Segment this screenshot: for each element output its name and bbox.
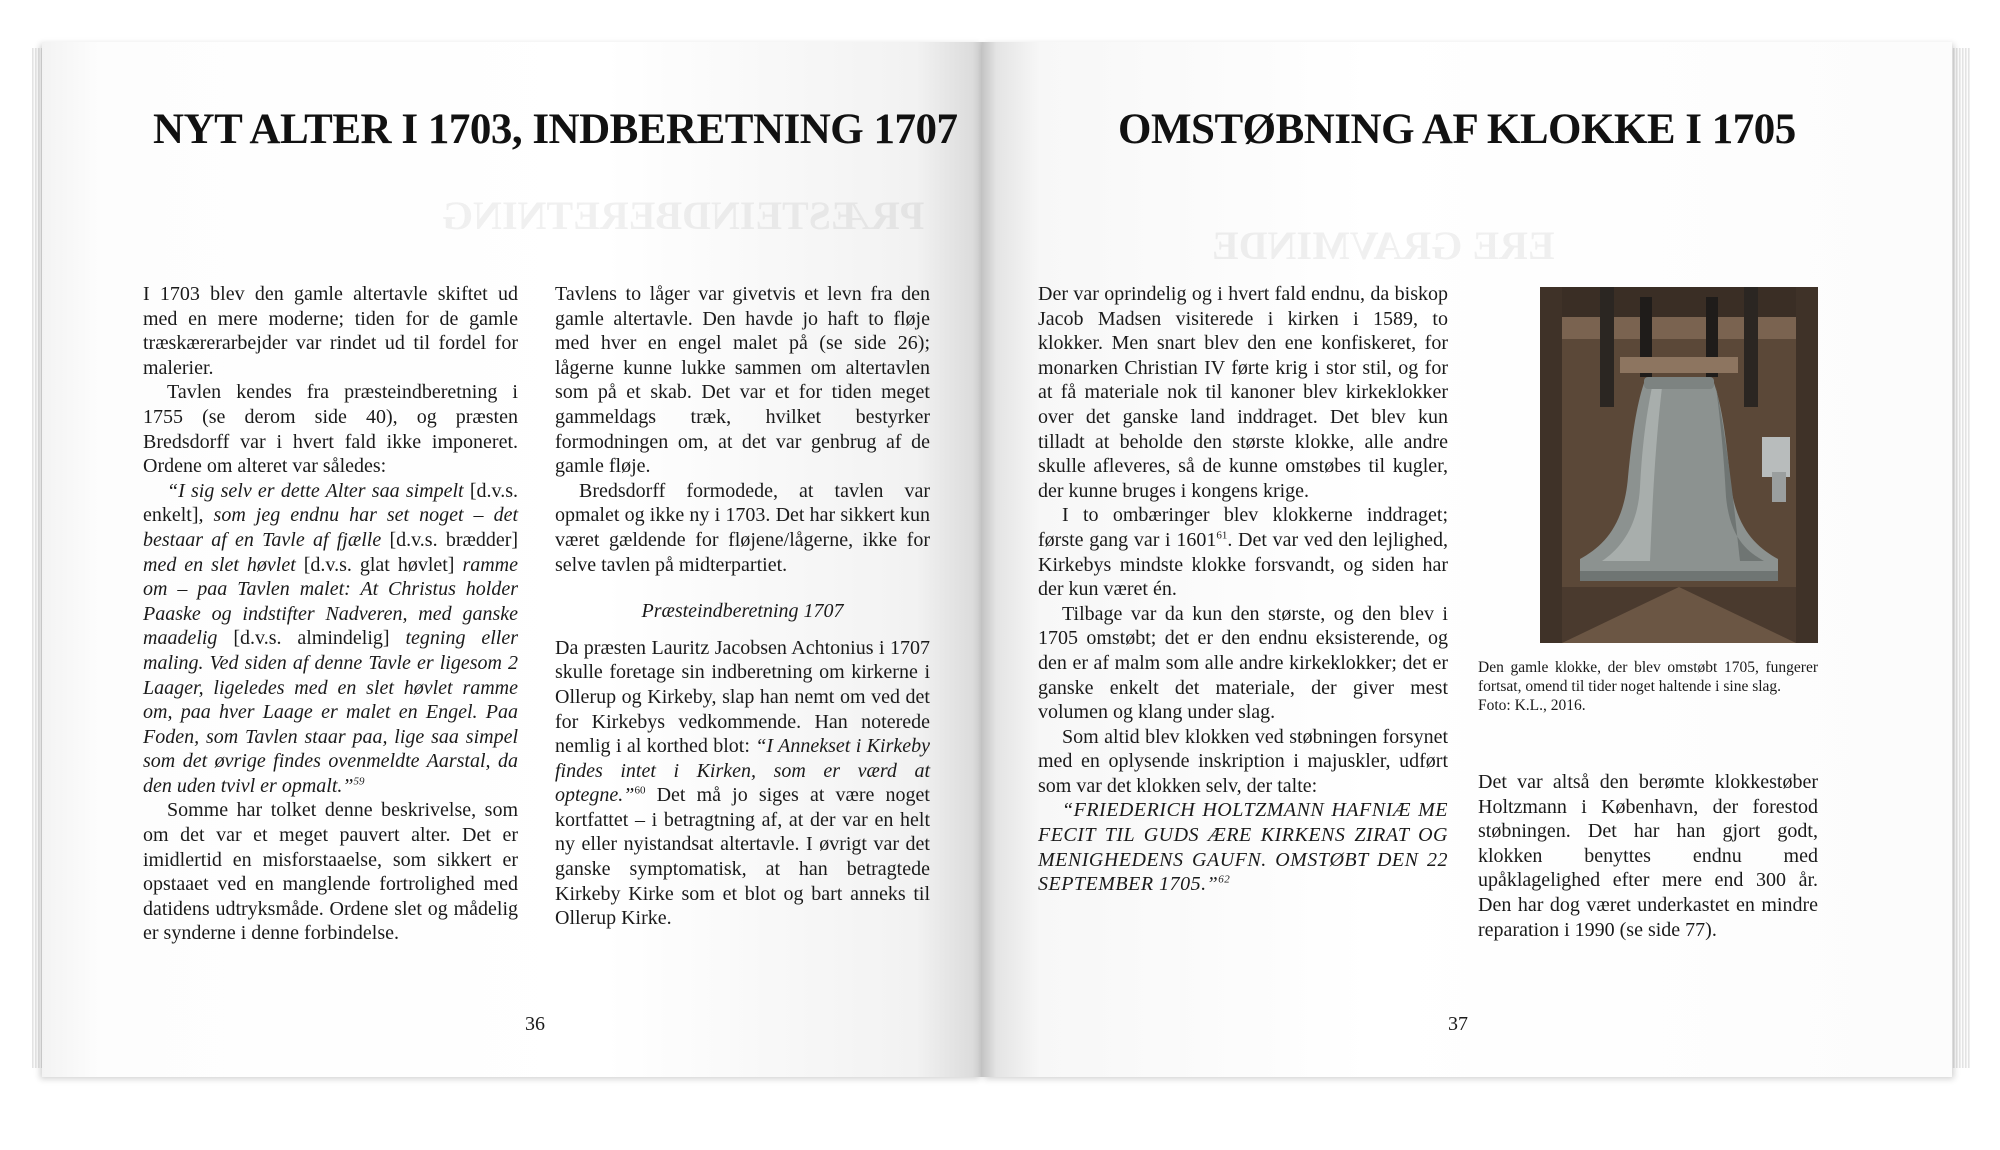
footnote-ref: 61 [1216,529,1228,542]
paragraph: Bredsdorff formodede, at tavlen var opmalet og ikke ny i 1703. Det har sikkert kun været gældende for fløjene/lågerne, ikke for selve tavlen på midterpartiet. [555,479,930,576]
page-number-left: 36 [525,1013,545,1035]
left-page-column-1 [143,282,518,946]
show-through-text: PRÆSTEINDBERETNING [442,193,925,238]
paragraph: I to ombæringer blev klokkerne inddraget; første gang var i 1601$^{61}$. Det var ved den lejlighed, Kirkebys mindste klokke forsvandt, og siden har der kun været én. [1038,504,1448,601]
page-edge-right [1950,48,1970,1068]
footnote-ref: 60 [634,784,646,797]
paragraph: Tilbage var da kun den største, og den blev i 1705 omstøbt; det er den endnu eksisterende, og den er af malm som alle andre kirkeklokker; det er ganske enkelt det materiale, der giver mest volumen og klang under slag. [1038,602,1448,724]
paragraph: Som altid blev klokken ved støbningen forsynet med en oplysende inskription i majuskler, udført som var det klokken selv, der talte: [1038,725,1448,797]
paragraph: Der var oprindelig og i hvert fald endnu, da biskop Jacob Madsen visiterede i kirken i 1589, to klokker. Men snart blev den ene konfiskeret, for monarken Christian IV førte krig i stor stil, og for at få materiale nok til kanoner blev kirkeklokker over det ganske land inddraget. Det blev kun tilladt at beholde den største klokke, alle andre skulle afleveres, så de kunne omstøbes til kugler, der kunne bruges i kongens krige. [1038,283,1448,502]
paragraph: Det var altså den berømte klokkestøber Holtzmann i København, der forestod støbningen. Det har han gjort godt, klokken benyttes endnu med upåklagelighed efter mere end 300 år. Den har dog været underkastet en mindre reparation i 1990 (se side 77). [1478,771,1818,941]
paragraph: I 1703 blev den gamle altertavle skiftet ud med en mere moderne; tiden for de gamle træskærerarbejder var rindet ud til fordel for malerier. [143,283,518,379]
caption-text: Den gamle klokke, der blev omstøbt 1705, fungerer fortsat, omend til tider noget haltende i sine slag. [1478,659,1818,695]
right-page-column-1 [1038,282,1448,897]
paragraph: Tavlen kendes fra præsteindberetning i 1755 (se derom side 40), og præsten Bredsdorff var i hvert fald ikke imponeret. Ordene om alteret var således: [143,381,518,478]
footnote-ref: 62 [1218,873,1231,886]
left-page-title: NYT ALTER I 1703, INDBERETNING 1707 [153,106,958,153]
right-page-column-2 [1478,770,1818,942]
right-page-title: OMSTØBNING AF KLOKKE I 1705 [1118,106,1796,153]
footnote-ref: 59 [353,775,365,788]
bell-icon [1540,287,1818,643]
bell-inscription: “FRIEDERICH HOLTZMANN HAFNIÆ ME FECIT TIL GUDS ÆRE KIRKENS ZIRAT OG MENIGHEDENS GAUFN. OMSTØBT DEN 22 SEPTEMBER 1705.”$^{62}$ [1038,799,1448,896]
paragraph: Somme har tolket denne beskrivelse, som om det var et meget pauvert alter. Det er imidlertid en misforstaaelse, som sikkert er opstaaet ved en manglende fortrolighed med datidens udtryksmåde. Ordene slet og mådelig er synderne i denne forbindelse. [143,799,518,945]
paragraph: Tavlens to låger var givetvis et levn fra den gamle altertavle. Den havde jo haft to fløje med hver en engel malet på (se side 26); lågerne kunne lukke sammen om altertavlen som på et skab. Det var et for tiden meget gammeldags træk, hvilket bestyrker formodningen om, at det var genbrug af de gamle fløje. [555,283,930,478]
page-number-right: 37 [1448,1013,1468,1035]
show-through-text: ERE GRAVMINDE [1212,223,1555,268]
church-bell-photo [1540,287,1818,643]
section-subheading: Præsteindberetning 1707 [641,600,844,623]
paragraph: Da præsten Lauritz Jacobsen Achtonius i 1707 skulle foretage sin indberetning om kirkerne i Ollerup og Kirkeby, slap han nemt om ved det for Kirkebys vedkommende. Han noterede nemlig i al korthed blot: “I Annekset i Kirkeby findes intet i Kirken, som er værd at optegne.”$^{60}$ Det må jo siges at være noget kortfattet – i betragtning af, at der var en helt ny eller nyistandsat altertavle. I øvrigt var det ganske symptomatisk, at han betragtede Kirkeby Kirke som et blot og bart anneks til Ollerup Kirke. [555,636,930,930]
quote-bredsdorff: “I sig selv er dette Alter saa simpelt [d.v.s. enkelt], som jeg endnu har set noget – det bestaar af en Tavle af fjælle [d.v.s. brædder] med en slet høvlet [d.v.s. glat høvlet] ramme om – paa Tavlen malet: At Christus holder Paaske og indstifter Nadveren, med ganske maadelig [d.v.s. almindelig] tegning eller maling. Ved siden af denne Tavle er ligesom 2 Laager, ligeledes med en slet høvlet ramme om, paa hver Laage er malet en Engel. Paa Foden, som Tavlen staar paa, lige saa simpel som det øvrige findes ovenmeldte Aarstal, da den uden tvivl er opmalt.”$^{59}$ [143,479,519,797]
photo-credit: Foto: K.L., 2016. [1478,697,1586,714]
left-page-column-2 [555,282,930,931]
photo-caption [1478,658,1818,715]
